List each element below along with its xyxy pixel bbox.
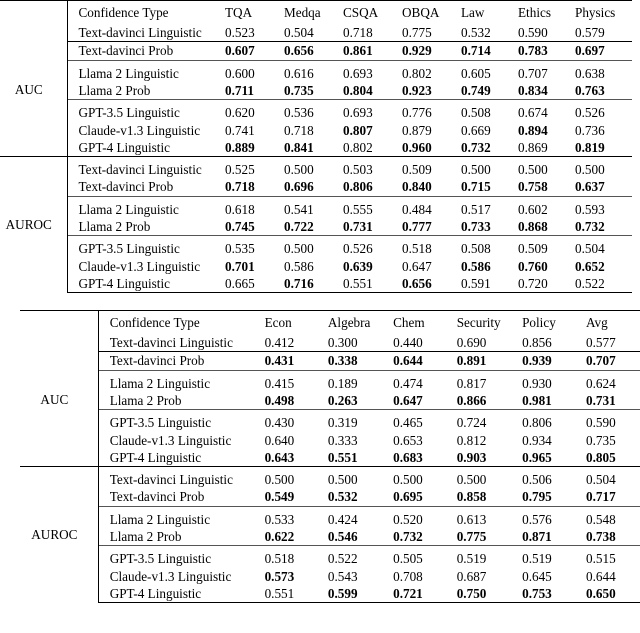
confidence-type-label: Text-davinci Linguistic [98,467,264,489]
data-cell: 0.605 [461,60,518,82]
data-cell: 0.518 [265,546,328,568]
results-table-1 [0,0,632,293]
data-cell: 0.500 [284,157,343,179]
data-cell: 0.546 [327,529,358,545]
table-1-container [0,0,632,293]
metric-label-auc: AUC [0,24,67,157]
data-cell: 0.696 [284,179,314,195]
table-row [0,258,632,275]
data-cell: 0.551 [327,449,358,465]
data-cell: 0.430 [265,410,328,432]
data-cell: 0.607 [225,43,255,59]
data-cell: 0.536 [284,100,343,122]
data-cell: 0.500 [518,157,575,179]
data-cell: 0.707 [518,60,575,82]
data-cell: 0.576 [522,506,586,528]
data-cell: 0.638 [575,60,632,82]
metric-header-cell [20,311,98,335]
table-row [0,24,632,42]
confidence-type-label: Claude-v1.3 Linguistic [109,432,232,448]
confidence-type-label: GPT-3.5 Linguistic [98,410,264,432]
data-cell: 0.733 [461,219,491,235]
table-row [20,488,640,506]
data-cell: 0.525 [225,157,284,179]
data-cell: 0.263 [327,392,358,408]
metric-label-auroc: AUROC [0,157,67,293]
data-cell: 0.656 [402,275,461,293]
data-cell: 0.871 [522,529,552,545]
data-cell: 0.517 [461,196,518,218]
data-cell: 0.763 [575,82,605,98]
data-cell: 0.519 [522,546,586,568]
data-cell: 0.718 [284,122,314,138]
data-cell: 0.504 [586,467,640,489]
data-cell: 0.599 [328,585,393,603]
data-cell: 0.934 [522,432,552,448]
data-cell: 0.690 [457,334,522,352]
data-cell: 0.981 [522,392,552,408]
confidence-type-label: Text-davinci Linguistic [98,334,264,352]
column-header-security: Security [457,311,522,335]
data-cell: 0.500 [265,467,328,489]
data-cell: 0.593 [575,196,632,218]
data-cell: 0.503 [343,157,402,179]
data-cell: 0.736 [575,122,605,138]
data-cell: 0.647 [393,392,423,408]
data-cell: 0.647 [402,258,432,274]
data-cell: 0.500 [393,467,457,489]
table-row [20,528,640,546]
data-cell: 0.500 [328,467,393,489]
table-row [0,196,632,218]
confidence-type-label: Text-davinci Linguistic [67,157,225,179]
data-cell: 0.760 [518,258,548,274]
confidence-type-label: GPT-3.5 Linguistic [67,100,225,122]
data-cell: 0.693 [343,100,402,122]
data-cell: 0.669 [461,122,491,138]
data-cell: 0.929 [402,43,432,59]
data-cell: 0.622 [264,529,295,545]
data-cell: 0.644 [586,568,616,584]
data-cell: 0.695 [393,489,423,505]
data-cell: 0.602 [518,196,575,218]
data-cell: 0.579 [575,24,632,42]
data-cell: 0.745 [225,219,255,235]
data-cell: 0.504 [575,236,632,258]
data-cell: 0.960 [402,139,432,155]
data-cell: 0.189 [328,370,393,392]
data-cell: 0.930 [522,370,586,392]
data-cell: 0.731 [586,392,616,408]
table-row [20,506,640,528]
table-2-body [20,311,640,603]
confidence-type-label: GPT-3.5 Linguistic [67,236,225,258]
data-cell: 0.858 [456,489,487,505]
table-row [20,467,640,489]
confidence-type-header: Confidence Type [98,311,264,335]
data-cell: 0.573 [264,568,295,584]
data-cell: 0.939 [522,353,552,369]
confidence-type-label: GPT-4 Linguistic [67,275,225,293]
data-cell: 0.714 [461,43,491,59]
data-cell: 0.783 [518,43,548,59]
data-cell: 0.776 [402,100,461,122]
data-cell: 0.484 [402,196,461,218]
data-cell: 0.650 [586,585,640,603]
data-cell: 0.841 [284,139,314,155]
metric-header-cell [0,1,67,25]
data-cell: 0.697 [575,43,605,59]
column-header-tqa: TQA [225,1,284,25]
data-cell: 0.640 [264,432,295,448]
table-1-body [0,1,632,293]
column-header-ethics: Ethics [518,1,575,25]
data-cell: 0.500 [284,236,343,258]
data-cell: 0.716 [284,275,343,293]
data-cell: 0.520 [393,506,457,528]
data-cell: 0.500 [457,467,522,489]
data-cell: 0.683 [393,449,423,465]
data-cell: 0.738 [586,529,616,545]
data-cell: 0.519 [457,546,522,568]
data-cell: 0.532 [461,24,518,42]
data-cell: 0.591 [461,275,518,293]
table-row [20,334,640,352]
data-cell: 0.620 [225,100,284,122]
data-cell: 0.508 [461,100,518,122]
data-cell: 0.732 [461,139,491,155]
data-cell: 0.722 [284,219,314,235]
table-row [20,546,640,568]
data-cell: 0.523 [225,24,284,42]
data-cell: 0.735 [284,82,314,98]
data-cell: 0.724 [457,410,522,432]
data-cell: 0.543 [327,568,358,584]
data-cell: 0.590 [586,410,640,432]
data-cell: 0.812 [456,432,487,448]
data-cell: 0.656 [284,43,314,59]
data-cell: 0.732 [393,529,423,545]
table-row [20,370,640,392]
data-cell: 0.819 [575,139,605,155]
data-cell: 0.923 [402,82,432,98]
data-cell: 0.903 [456,449,487,465]
data-cell: 0.965 [522,449,552,465]
column-header-obqa: OBQA [402,1,461,25]
data-cell: 0.474 [393,370,457,392]
table-row [0,275,632,293]
data-cell: 0.338 [327,353,358,369]
confidence-type-label: Llama 2 Linguistic [67,196,225,218]
table-row [0,236,632,258]
column-header-policy: Policy [522,311,586,335]
data-cell: 0.533 [265,506,328,528]
data-cell: 0.869 [518,139,548,155]
data-cell: 0.300 [328,334,393,352]
data-cell: 0.431 [264,353,295,369]
data-cell: 0.715 [461,179,491,195]
table-header-row [0,1,632,25]
data-cell: 0.711 [225,82,254,98]
confidence-type-label: GPT-3.5 Linguistic [98,546,264,568]
data-cell: 0.333 [327,432,358,448]
metric-label-auroc: AUROC [20,467,98,603]
data-cell: 0.643 [264,449,295,465]
confidence-type-label: GPT-4 Linguistic [98,585,264,603]
data-cell: 0.506 [522,467,586,489]
data-cell: 0.639 [343,258,373,274]
confidence-type-label: GPT-4 Linguistic [78,139,170,155]
data-cell: 0.549 [264,489,295,505]
data-cell: 0.504 [284,24,343,42]
table-header-row [20,311,640,335]
data-cell: 0.889 [225,139,255,155]
data-cell: 0.509 [518,236,575,258]
data-cell: 0.674 [518,100,575,122]
data-cell: 0.645 [522,568,552,584]
column-header-avg: Avg [586,311,640,335]
data-cell: 0.424 [328,506,393,528]
data-cell: 0.806 [343,179,373,195]
data-cell: 0.518 [402,236,461,258]
confidence-type-label: Claude-v1.3 Linguistic [109,568,232,584]
data-cell: 0.717 [586,489,616,505]
data-cell: 0.732 [575,219,605,235]
data-cell: 0.807 [343,122,373,138]
confidence-type-label: Llama 2 Prob [109,529,182,545]
table-row [0,42,632,60]
table-row [20,410,640,432]
table-2-container [20,310,640,603]
confidence-type-label: Llama 2 Linguistic [98,506,264,528]
table-row [0,82,632,100]
data-cell: 0.515 [586,546,640,568]
confidence-type-label: Llama 2 Prob [78,219,151,235]
data-cell: 0.861 [343,43,373,59]
data-cell: 0.500 [461,157,518,179]
data-cell: 0.616 [284,60,343,82]
data-cell: 0.319 [328,410,393,432]
data-cell: 0.509 [402,157,461,179]
data-cell: 0.804 [343,82,373,98]
confidence-type-label: Text-davinci Prob [78,179,174,195]
table-row [20,392,640,410]
data-cell: 0.720 [518,275,575,293]
data-cell: 0.802 [343,139,373,155]
data-cell: 0.749 [461,82,491,98]
data-cell: 0.687 [456,568,487,584]
data-cell: 0.522 [328,546,393,568]
data-cell: 0.701 [225,258,255,274]
confidence-type-header: Confidence Type [67,1,225,25]
data-cell: 0.721 [393,585,457,603]
data-cell: 0.522 [575,275,632,293]
data-cell: 0.551 [265,585,328,603]
data-cell: 0.731 [343,219,373,235]
data-cell: 0.795 [522,489,552,505]
table-row [20,568,640,585]
column-header-chem: Chem [393,311,457,335]
data-cell: 0.652 [575,258,605,274]
data-cell: 0.741 [225,122,255,138]
confidence-type-label: Text-davinci Prob [109,353,205,369]
results-table-2 [20,310,640,603]
metric-label-auc: AUC [20,334,98,467]
confidence-type-label: Claude-v1.3 Linguistic [78,122,201,138]
data-cell: 0.551 [343,275,402,293]
table-row [20,431,640,448]
table-row [0,157,632,179]
data-cell: 0.707 [586,353,616,369]
confidence-type-label: Llama 2 Prob [109,392,182,408]
data-cell: 0.498 [264,392,295,408]
data-cell: 0.868 [518,219,548,235]
data-cell: 0.624 [586,370,640,392]
data-cell: 0.505 [393,546,457,568]
data-cell: 0.526 [575,100,632,122]
column-header-econ: Econ [265,311,328,335]
confidence-type-label: Text-davinci Prob [109,489,205,505]
data-cell: 0.879 [402,122,432,138]
data-cell: 0.577 [586,334,640,352]
table-row [0,218,632,236]
data-cell: 0.693 [343,60,402,82]
data-cell: 0.718 [343,24,402,42]
data-cell: 0.618 [225,196,284,218]
data-cell: 0.894 [518,122,548,138]
data-cell: 0.415 [265,370,328,392]
table-row [0,100,632,122]
data-cell: 0.856 [522,334,586,352]
data-cell: 0.600 [225,60,284,82]
column-header-algebra: Algebra [328,311,393,335]
confidence-type-label: Text-davinci Prob [78,43,174,59]
data-cell: 0.805 [586,449,616,465]
data-cell: 0.613 [457,506,522,528]
data-cell: 0.548 [586,506,640,528]
data-cell: 0.541 [284,196,343,218]
data-cell: 0.891 [456,353,487,369]
data-cell: 0.775 [456,529,487,545]
table-row [20,449,640,467]
data-cell: 0.806 [522,410,586,432]
confidence-type-label: Llama 2 Prob [78,82,151,98]
table-row [0,178,632,196]
data-cell: 0.753 [522,585,586,603]
data-cell: 0.555 [343,196,402,218]
table-row [20,352,640,370]
data-cell: 0.718 [225,179,255,195]
data-cell: 0.817 [457,370,522,392]
data-cell: 0.637 [575,179,605,195]
data-cell: 0.412 [265,334,328,352]
confidence-type-label: Text-davinci Linguistic [67,24,225,42]
column-header-medqa: Medqa [284,1,343,25]
data-cell: 0.665 [225,275,284,293]
column-header-csqa: CSQA [343,1,402,25]
data-cell: 0.840 [402,179,432,195]
confidence-type-label: GPT-4 Linguistic [109,449,202,465]
data-cell: 0.586 [461,258,491,274]
data-cell: 0.644 [393,353,423,369]
data-cell: 0.586 [284,258,314,274]
data-cell: 0.532 [327,489,358,505]
data-cell: 0.708 [393,568,423,584]
data-cell: 0.500 [575,157,632,179]
table-row [0,139,632,157]
confidence-type-label: Llama 2 Linguistic [98,370,264,392]
table-row [0,121,632,138]
data-cell: 0.866 [456,392,487,408]
data-cell: 0.775 [402,24,461,42]
column-header-physics: Physics [575,1,632,25]
data-cell: 0.758 [518,179,548,195]
data-cell: 0.834 [518,82,548,98]
confidence-type-label: Claude-v1.3 Linguistic [78,258,201,274]
data-cell: 0.653 [393,432,423,448]
data-cell: 0.508 [461,236,518,258]
data-cell: 0.526 [343,236,402,258]
data-cell: 0.465 [393,410,457,432]
column-header-law: Law [461,1,518,25]
data-cell: 0.590 [518,24,575,42]
data-cell: 0.440 [393,334,457,352]
confidence-type-label: Llama 2 Linguistic [67,60,225,82]
data-cell: 0.735 [586,432,616,448]
data-cell: 0.535 [225,236,284,258]
data-cell: 0.777 [402,219,432,235]
data-cell: 0.802 [402,60,461,82]
table-row [20,585,640,603]
table-row [0,60,632,82]
data-cell: 0.750 [457,585,522,603]
